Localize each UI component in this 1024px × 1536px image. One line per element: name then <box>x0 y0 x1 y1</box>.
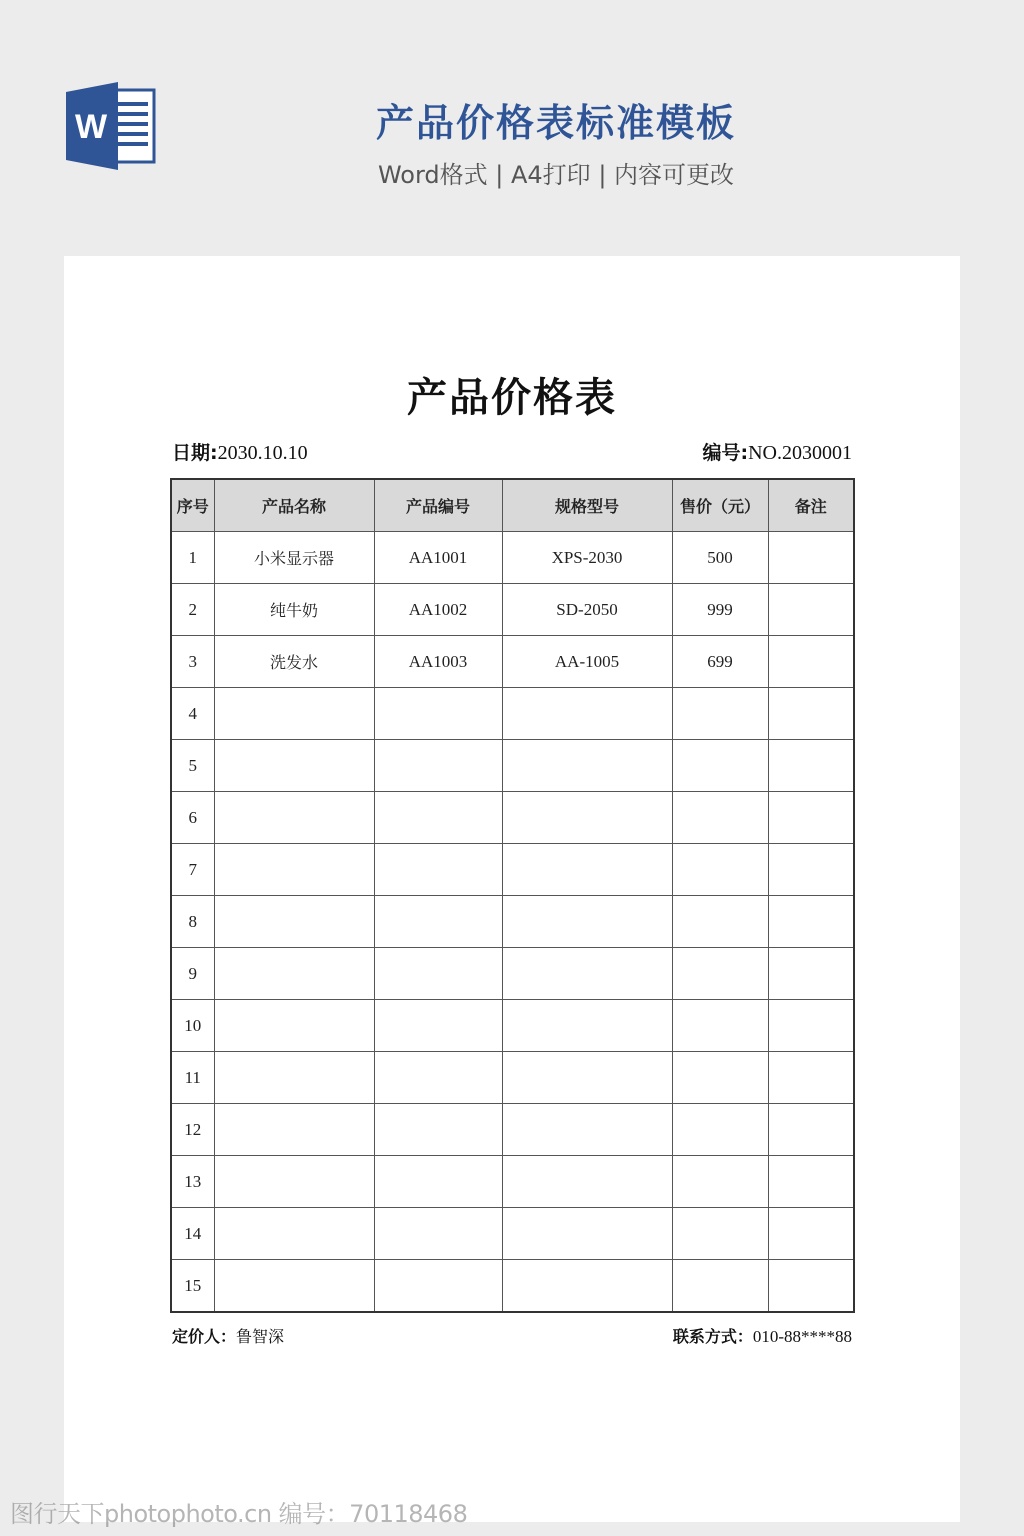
table-cell[interactable] <box>374 1000 502 1052</box>
table-cell[interactable]: SD-2050 <box>502 584 672 636</box>
table-cell[interactable] <box>502 740 672 792</box>
document-page <box>64 256 960 1522</box>
contact-line <box>673 1324 852 1347</box>
watermark: 图行天下photophoto.cn 编号：70118468 <box>10 1500 468 1528</box>
table-cell[interactable] <box>768 1208 854 1260</box>
table-cell[interactable] <box>214 1052 374 1104</box>
document-title: 产品价格表 <box>407 374 617 421</box>
table-cell[interactable]: 10 <box>171 1000 214 1052</box>
table-cell[interactable] <box>502 1052 672 1104</box>
table-cell[interactable] <box>374 1208 502 1260</box>
table-cell[interactable] <box>768 1156 854 1208</box>
table-cell[interactable] <box>214 1104 374 1156</box>
table-cell[interactable] <box>502 688 672 740</box>
table-cell[interactable]: 纯牛奶 <box>214 584 374 636</box>
table-row <box>171 792 854 844</box>
table-cell[interactable]: 6 <box>171 792 214 844</box>
pricer-label: 定价人： <box>172 1327 237 1346</box>
table-cell[interactable] <box>374 844 502 896</box>
table-cell[interactable] <box>672 688 768 740</box>
table-header-row <box>171 479 854 532</box>
table-cell[interactable] <box>502 792 672 844</box>
table-cell[interactable] <box>214 1260 374 1313</box>
table-cell[interactable]: 14 <box>171 1208 214 1260</box>
table-cell[interactable] <box>768 1260 854 1313</box>
table-cell[interactable] <box>768 1000 854 1052</box>
table-row <box>171 896 854 948</box>
column-header: 备注 <box>768 479 854 532</box>
table-cell[interactable]: AA1003 <box>374 636 502 688</box>
table-row <box>171 636 854 688</box>
table-cell[interactable] <box>374 1104 502 1156</box>
table-row <box>171 584 854 636</box>
table-cell[interactable] <box>374 1260 502 1313</box>
table-cell[interactable] <box>214 1208 374 1260</box>
date-line <box>172 438 308 465</box>
price-table <box>170 478 855 1313</box>
table-row <box>171 532 854 584</box>
table-cell[interactable]: 12 <box>171 1104 214 1156</box>
table-cell[interactable] <box>214 740 374 792</box>
table-cell[interactable] <box>502 1208 672 1260</box>
table-cell[interactable] <box>374 1052 502 1104</box>
column-header: 产品编号 <box>374 479 502 532</box>
table-cell[interactable] <box>502 896 672 948</box>
table-cell[interactable] <box>672 1052 768 1104</box>
table-cell[interactable] <box>768 584 854 636</box>
table-row <box>171 1156 854 1208</box>
table-cell[interactable]: 699 <box>672 636 768 688</box>
column-header: 规格型号 <box>502 479 672 532</box>
table-cell[interactable]: 13 <box>171 1156 214 1208</box>
word-icon <box>64 82 156 170</box>
table-cell[interactable] <box>672 1104 768 1156</box>
table-cell[interactable] <box>214 1000 374 1052</box>
table-cell[interactable] <box>214 948 374 1000</box>
table-cell[interactable] <box>768 688 854 740</box>
table-cell[interactable] <box>672 1156 768 1208</box>
table-cell[interactable] <box>768 896 854 948</box>
table-cell[interactable]: 7 <box>171 844 214 896</box>
table-cell[interactable]: AA1001 <box>374 532 502 584</box>
table-row <box>171 688 854 740</box>
number-line <box>703 438 853 465</box>
table-cell[interactable]: 洗发水 <box>214 636 374 688</box>
table-cell[interactable] <box>672 1000 768 1052</box>
table-cell[interactable] <box>672 896 768 948</box>
table-cell[interactable]: 8 <box>171 896 214 948</box>
table-cell[interactable]: 1 <box>171 532 214 584</box>
pricer-line <box>172 1324 284 1347</box>
table-cell[interactable]: 11 <box>171 1052 214 1104</box>
table-cell[interactable]: XPS-2030 <box>502 532 672 584</box>
table-cell[interactable] <box>672 1208 768 1260</box>
table-cell[interactable] <box>214 896 374 948</box>
contact-label: 联系方式： <box>672 1327 753 1346</box>
date-label: 日期: <box>172 442 218 464</box>
table-row <box>171 740 854 792</box>
pricer-value: 鲁智深 <box>236 1327 285 1346</box>
table-cell[interactable] <box>502 1260 672 1313</box>
svg-text:W: W <box>74 108 108 146</box>
table-cell[interactable] <box>214 844 374 896</box>
table-cell[interactable] <box>502 844 672 896</box>
table-cell[interactable] <box>768 844 854 896</box>
table-row <box>171 1260 854 1313</box>
table-cell[interactable] <box>672 1260 768 1313</box>
table-row <box>171 1052 854 1104</box>
table-row <box>171 1000 854 1052</box>
table-cell[interactable] <box>374 1156 502 1208</box>
table-cell[interactable] <box>374 792 502 844</box>
table-cell[interactable] <box>214 792 374 844</box>
table-cell[interactable]: 999 <box>672 584 768 636</box>
table-row <box>171 844 854 896</box>
table-row <box>171 948 854 1000</box>
column-header: 序号 <box>171 479 214 532</box>
table-cell[interactable]: 4 <box>171 688 214 740</box>
table-cell[interactable]: 500 <box>672 532 768 584</box>
contact-value: 010-88****88 <box>752 1327 852 1346</box>
table-row <box>171 1104 854 1156</box>
table-body <box>171 532 854 1313</box>
table-cell[interactable] <box>374 688 502 740</box>
banner-subtitle: Word格式 | A4打印 | 内容可更改 <box>377 161 735 189</box>
table-cell[interactable]: 9 <box>171 948 214 1000</box>
column-header: 产品名称 <box>214 479 374 532</box>
table-cell[interactable] <box>374 896 502 948</box>
table-cell[interactable] <box>214 1156 374 1208</box>
table-cell[interactable] <box>672 740 768 792</box>
column-header: 售价（元） <box>672 479 768 532</box>
table-cell[interactable] <box>214 688 374 740</box>
table-cell[interactable]: AA-1005 <box>502 636 672 688</box>
table-cell[interactable] <box>502 1000 672 1052</box>
table-cell[interactable]: AA1002 <box>374 584 502 636</box>
table-cell[interactable] <box>502 1104 672 1156</box>
table-cell[interactable] <box>672 844 768 896</box>
table-cell[interactable] <box>768 1104 854 1156</box>
number-value: NO.2030001 <box>748 442 852 464</box>
table-cell[interactable] <box>374 740 502 792</box>
banner-title: 产品价格表标准模板 <box>375 101 736 145</box>
table-cell[interactable] <box>768 792 854 844</box>
table-cell[interactable]: 3 <box>171 636 214 688</box>
table-cell[interactable] <box>502 1156 672 1208</box>
table-cell[interactable] <box>768 948 854 1000</box>
number-label: 编号: <box>702 442 749 464</box>
table-cell[interactable] <box>768 532 854 584</box>
table-cell[interactable] <box>768 1052 854 1104</box>
table-cell[interactable] <box>672 948 768 1000</box>
table-cell[interactable] <box>768 636 854 688</box>
table-cell[interactable]: 5 <box>171 740 214 792</box>
table-cell[interactable] <box>502 948 672 1000</box>
table-cell[interactable] <box>768 740 854 792</box>
table-cell[interactable]: 小米显示器 <box>214 532 374 584</box>
table-cell[interactable] <box>672 792 768 844</box>
table-row <box>171 1208 854 1260</box>
table-cell[interactable]: 15 <box>171 1260 214 1313</box>
table-cell[interactable] <box>374 948 502 1000</box>
date-value: 2030.10.10 <box>217 442 308 464</box>
table-cell[interactable]: 2 <box>171 584 214 636</box>
